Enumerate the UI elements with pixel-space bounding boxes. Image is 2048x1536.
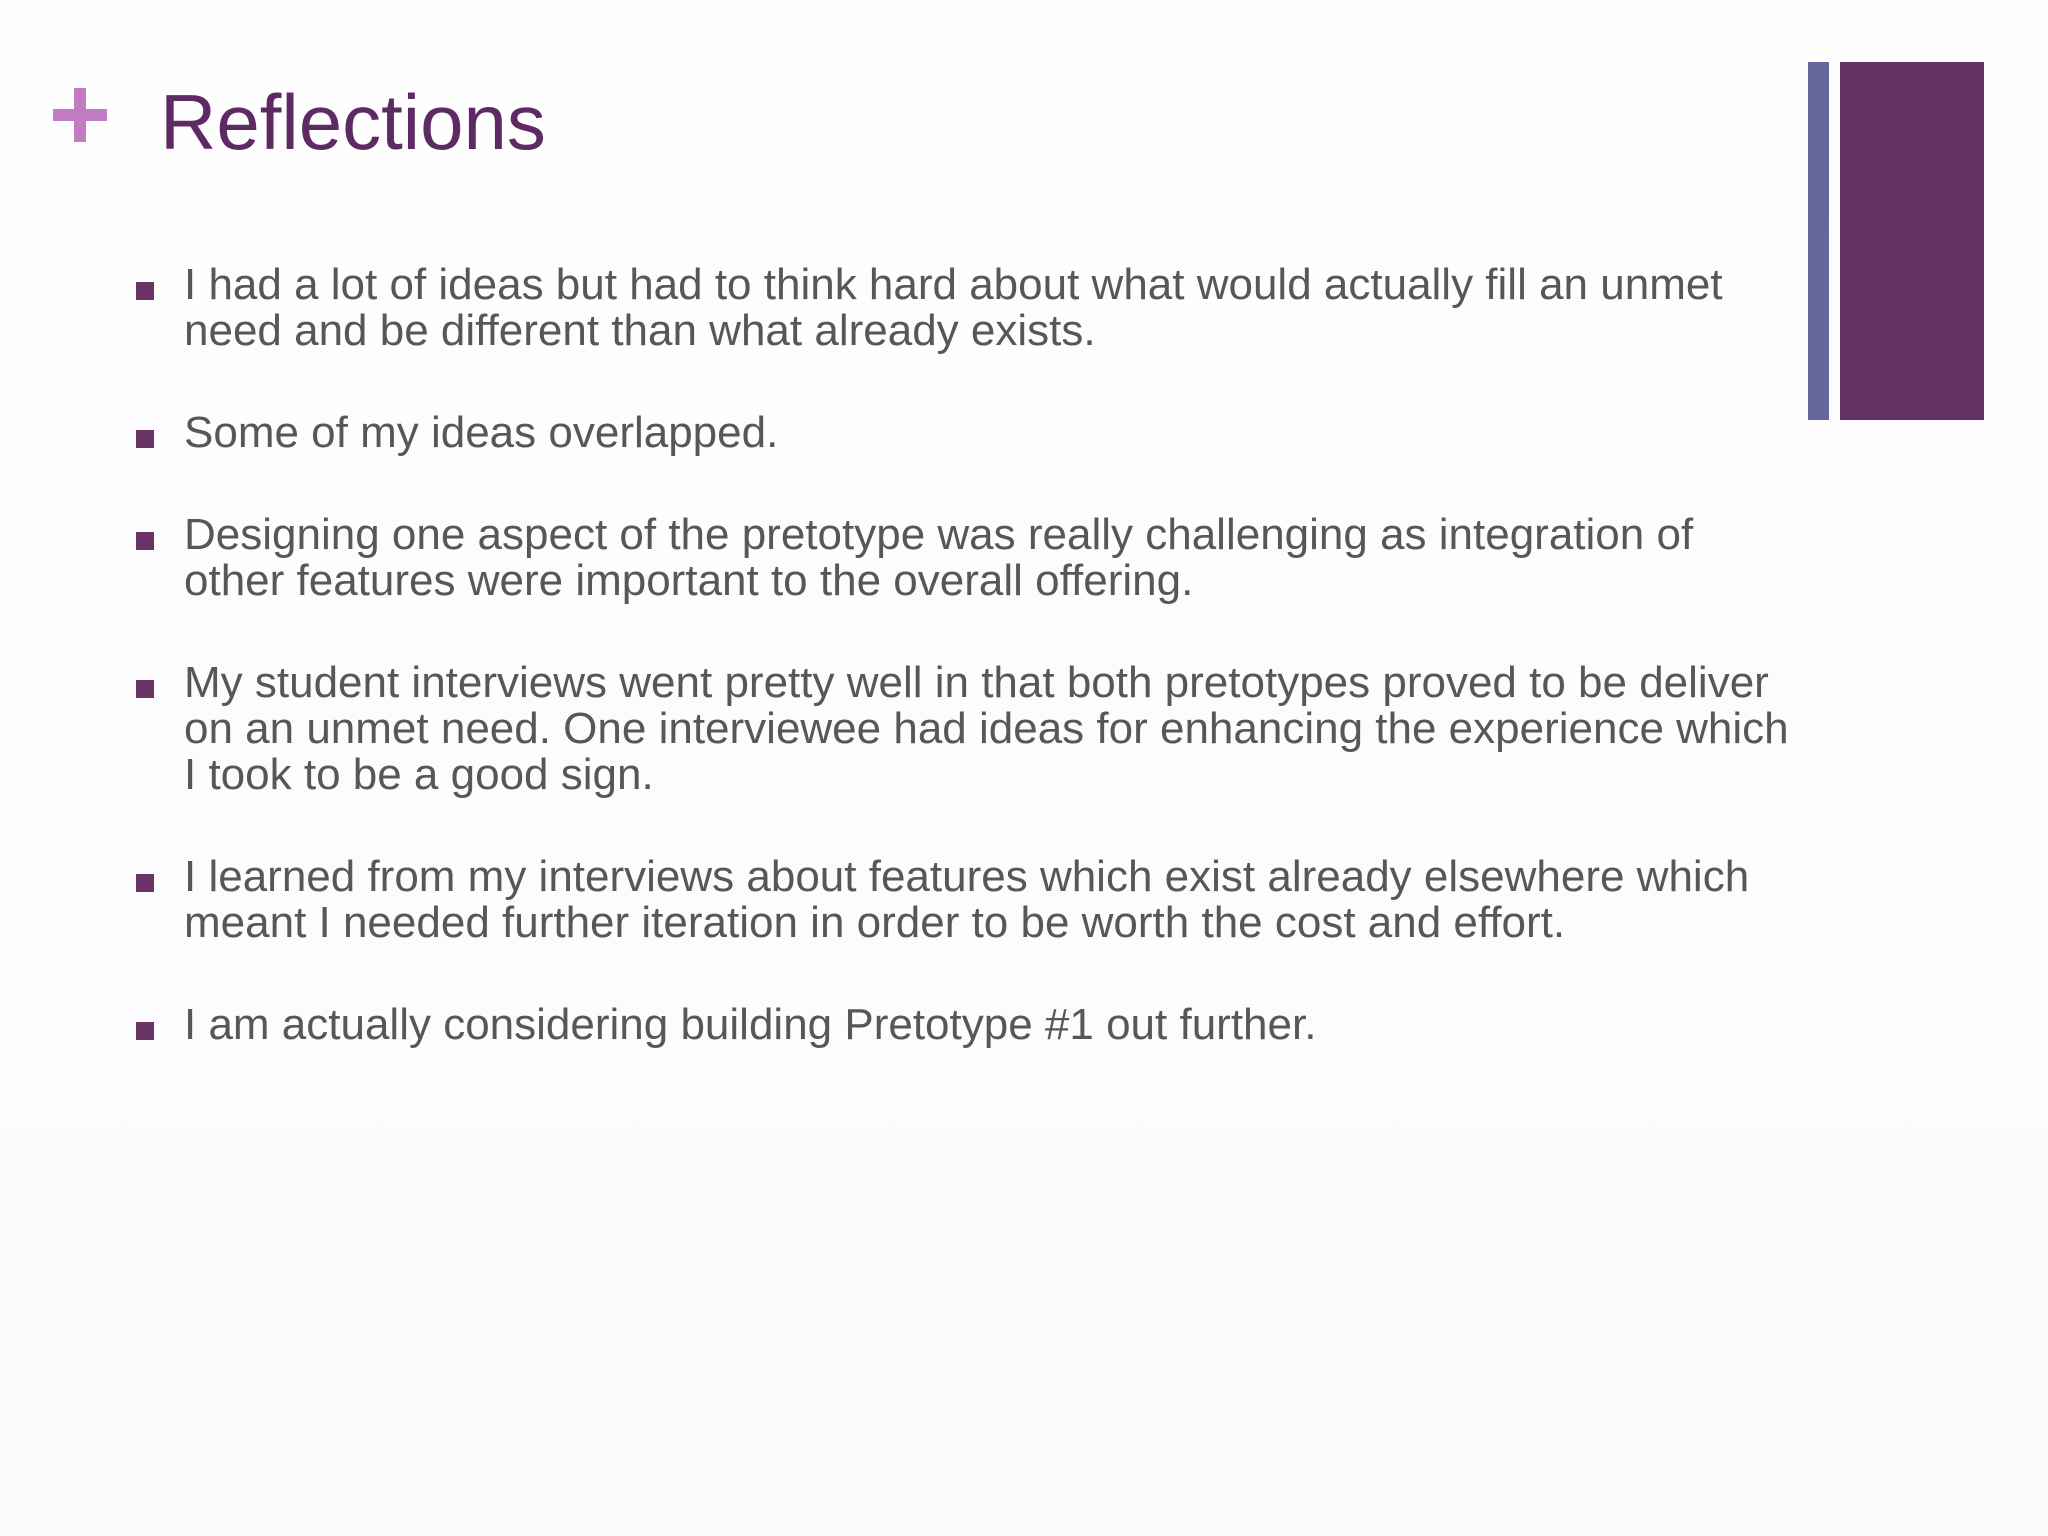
square-bullet-icon (136, 282, 154, 300)
plus-icon (53, 88, 107, 142)
square-bullet-icon (136, 532, 154, 550)
bullet-item (134, 854, 1794, 946)
plus-icon-vertical-bar (74, 88, 86, 142)
bullet-item (134, 1002, 1794, 1048)
bullet-list (134, 262, 1794, 1104)
square-bullet-icon (136, 1022, 154, 1040)
bullet-item (134, 262, 1794, 354)
bullet-item (134, 512, 1794, 604)
bullet-text: I had a lot of ideas but had to think hard about what would actually fill an unmet need and be different than what already exists. (184, 260, 1723, 355)
square-bullet-icon (136, 680, 154, 698)
accent-bar-thick (1840, 62, 1984, 420)
square-bullet-icon (136, 874, 154, 892)
bullet-text: Some of my ideas overlapped. (184, 408, 779, 457)
bullet-item (134, 660, 1794, 798)
bullet-text: Designing one aspect of the pretotype was really challenging as integration of other features were important to the overall offering. (184, 510, 1694, 605)
bullet-text: I am actually considering building Pretotype #1 out further. (184, 1000, 1317, 1049)
bullet-text: My student interviews went pretty well in that both pretotypes proved to be deliver on an unmet need. One interviewee had ideas for enhancing the experience which I took to be a good sign. (184, 658, 1789, 799)
bullet-text: I learned from my interviews about features which exist already elsewhere which meant I needed further iteration in order to be worth the cost and effort. (184, 852, 1750, 947)
bullet-item (134, 410, 1794, 456)
square-bullet-icon (136, 430, 154, 448)
accent-bar-thin (1808, 62, 1829, 420)
slide-title: Reflections (160, 78, 546, 166)
